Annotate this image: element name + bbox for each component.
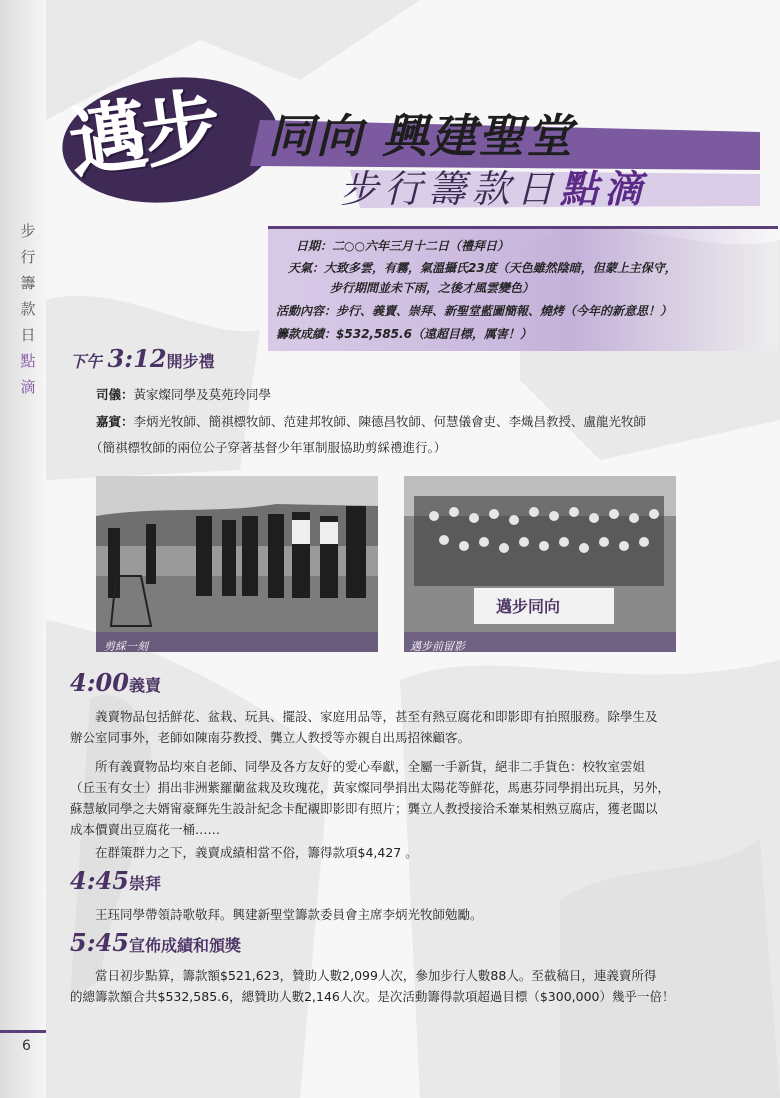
info-weather-label: 天氣： xyxy=(288,261,325,275)
section-heading-worship xyxy=(70,866,161,895)
header-subtitle-plain: 步行籌款日 xyxy=(340,167,561,211)
emcee-names: 黃家燦同學及莫苑玲同學 xyxy=(133,387,272,402)
photo-caption-ribbon: 剪綵一刻 xyxy=(104,640,148,653)
info-weather xyxy=(288,259,677,276)
sale-paragraph-1 xyxy=(70,706,750,748)
info-amount xyxy=(276,325,532,342)
page-number-rule xyxy=(0,1030,46,1033)
vertical-title-accent-char: 滴 xyxy=(20,378,36,396)
results-p1-line: 當日初步點算，籌款額$521,623，贊助人數2,099人次，參加步行人數88人。至截稿日，連義賣所得 xyxy=(95,968,657,983)
worship-p1-line: 王珏同學帶領詩歌敬拜。興建新聖堂籌款委員會主席李炳光牧師勉勵。 xyxy=(95,907,483,922)
guests-names: 李炳光牧師、簡祺標牧師、范建邦牧師、陳德昌牧師、何慧儀會吏、李熾昌教授、盧龍光牧師 xyxy=(133,414,647,429)
header-subtitle xyxy=(340,158,648,213)
results-paragraph xyxy=(70,965,760,1007)
section-heading-sale xyxy=(70,668,161,697)
heading-time: 4:00 xyxy=(70,668,129,697)
info-date xyxy=(296,237,509,254)
vertical-title xyxy=(18,218,38,400)
sale-p1-line: 義賣物品包括鮮花、盆栽、玩具、擺設、家庭用品等，甚至有熱豆腐花和即影即有拍照服務。除學生及 xyxy=(95,709,658,724)
header-mai-logo: 邁步 xyxy=(63,79,223,190)
info-amount-value: $532,585.6（遠超目標，厲害！） xyxy=(336,327,532,341)
photo-caption-group: 邁步前留影 xyxy=(410,640,465,653)
heading-label: 宣佈成績和頒獎 xyxy=(128,936,241,955)
photo-group xyxy=(404,476,676,652)
heading-time: 5:45 xyxy=(70,928,129,957)
sale-p2-line: （丘玉有女士）捐出非洲紫羅蘭盆栽及玫瑰花，黃家燦同學捐出太陽花等鮮花，馬惠芬同學捐出玩具，另外， xyxy=(70,780,671,795)
sale-p2-line: 成本價賣出豆腐花一桶…… xyxy=(70,822,221,837)
opening-guests xyxy=(96,411,756,432)
group-banner-text: 邁步同向 xyxy=(496,597,561,616)
info-date-value: 二○○六年三月十二日（禮拜日） xyxy=(332,239,509,253)
info-content-label: 活動內容： xyxy=(276,304,337,318)
vertical-title-char: 籌 xyxy=(20,274,36,292)
vertical-title-char: 日 xyxy=(20,326,36,344)
info-weather-value: 大致多雲，有霧，氣溫攝氏23度（天色雖然陰暗，但蒙上主保守， xyxy=(324,261,677,275)
opening-emcee xyxy=(96,384,736,405)
header-subtitle-bold: 點滴 xyxy=(560,166,649,211)
vertical-title-char: 行 xyxy=(20,248,36,266)
sale-p3-line: 在群策群力之下，義賣成績相當不俗，籌得款項$4,427 。 xyxy=(95,845,418,860)
vertical-title-accent-char: 點 xyxy=(20,352,36,370)
info-amount-label: 籌款成績： xyxy=(276,327,337,341)
photo-ribbon-cutting xyxy=(96,476,378,652)
heading-label: 開步禮 xyxy=(166,352,215,371)
sale-p2-line: 蘇慧敏同學之夫婿甯豪輝先生設計紀念卡配襯即影即有照片；龔立人教授接洽禾輋某相熟豆腐店，獲老闆以 xyxy=(70,801,658,816)
sale-paragraph-2 xyxy=(70,756,750,840)
page-number: 6 xyxy=(22,1038,31,1054)
vertical-title-char: 款 xyxy=(20,300,36,318)
guests-label: 嘉賓： xyxy=(96,414,134,429)
event-info-box xyxy=(268,226,778,351)
info-content-value: 步行、義賣、崇拜、新聖堂藍圖簡報、燒烤（今年的新意思！） xyxy=(336,304,673,318)
info-weather-cont: 步行期間並未下雨，之後才風雲變色） xyxy=(330,281,535,295)
heading-time: 3:12 xyxy=(107,344,167,373)
sale-p1-line: 辦公室同事外，老師如陳南芬教授、龔立人教授等亦親自出馬招徠顧客。 xyxy=(70,730,471,745)
info-date-label: 日期： xyxy=(296,239,333,253)
heading-time: 4:45 xyxy=(70,866,129,895)
vertical-title-char: 步 xyxy=(20,222,36,240)
sale-p2-line: 所有義賣物品均來自老師、同學及各方友好的愛心奉獻，全屬一手新貨，絕非二手貨色：校牧室雲姐 xyxy=(95,759,646,774)
sale-paragraph-3 xyxy=(70,842,750,863)
worship-paragraph xyxy=(70,904,750,925)
emcee-label: 司儀： xyxy=(96,387,134,402)
left-margin-bar xyxy=(0,0,46,1098)
heading-label: 義賣 xyxy=(128,676,161,695)
section-heading-results xyxy=(70,928,241,957)
section-heading-opening xyxy=(70,344,215,373)
header-title: 同向 興建聖堂 xyxy=(268,109,575,163)
heading-prefix: 下午 xyxy=(70,352,103,371)
opening-note: （簡祺標牧師的兩位公子穿著基督少年軍制服協助剪綵禮進行。） xyxy=(90,440,447,455)
info-content xyxy=(276,302,672,319)
heading-label: 崇拜 xyxy=(128,874,161,893)
results-p1-line: 的總籌款額合共$532,585.6，總贊助人數2,146人次。是次活動籌得款項超過目標（$300,000）幾乎一倍！ xyxy=(70,989,675,1004)
